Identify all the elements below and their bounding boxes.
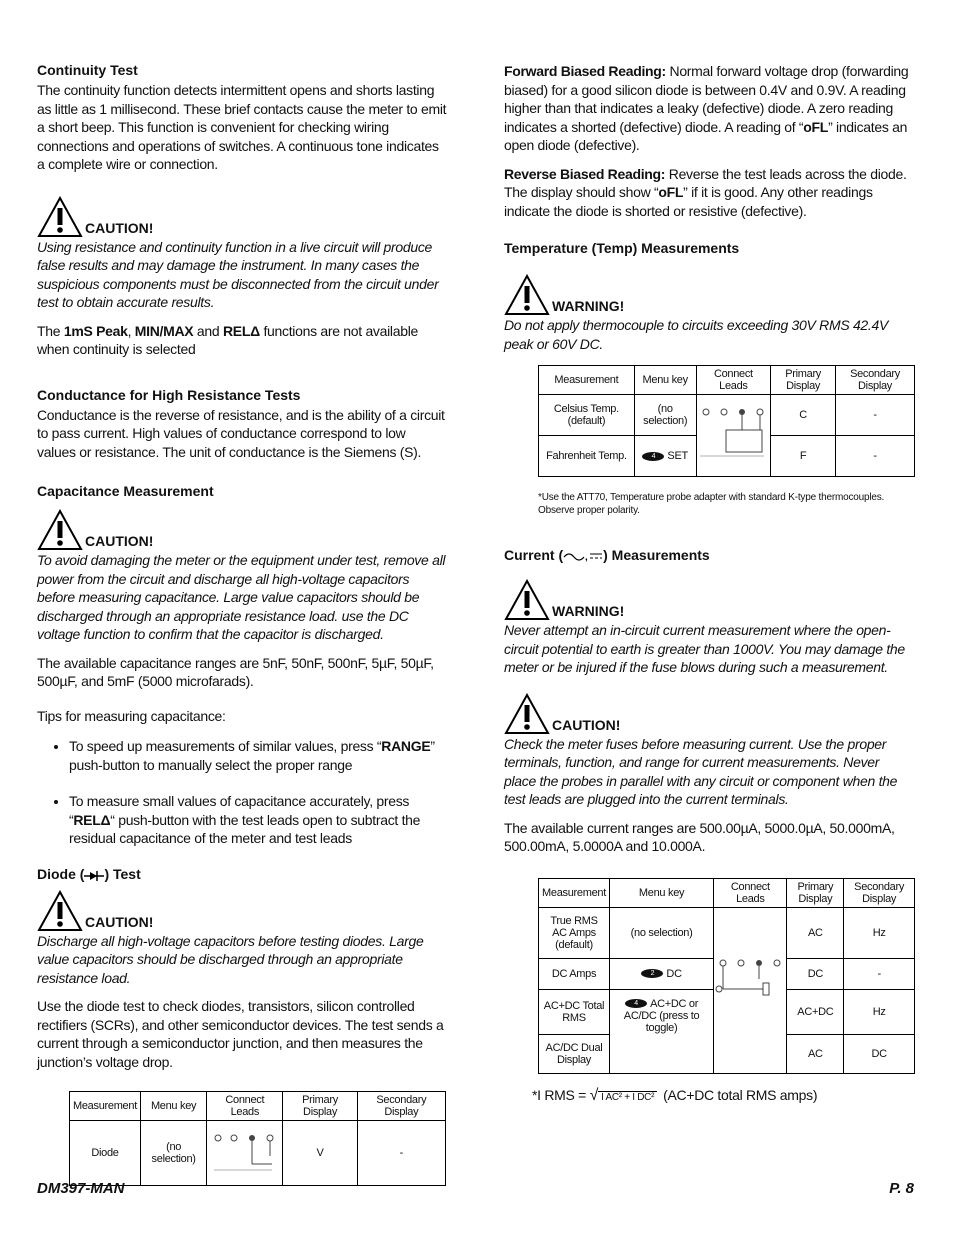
warning-label: WARNING! — [552, 603, 625, 619]
table-cell: AC — [787, 1034, 844, 1073]
table-header: Measurement — [70, 1092, 141, 1121]
table-header: Menu key — [140, 1092, 206, 1121]
tips-list — [37, 737, 447, 848]
caution-label: CAUTION! — [85, 219, 154, 236]
table-cell: - — [844, 958, 915, 989]
text: ) Test — [104, 865, 141, 882]
tips-heading: Tips for measuring capacitance: — [37, 707, 226, 724]
sqrt-icon: √ — [589, 1086, 599, 1104]
diode-symbol-icon — [84, 869, 104, 881]
warning-triangle-icon — [504, 579, 550, 621]
diode-body: Use the diode test to check diodes, transistors, silicon controlled rectifiers (SCRs), and other semiconductor devices. The test sends a current through a semiconductor junction, and then measures the junction’s voltage drop. — [37, 998, 444, 1070]
table-cell: AC+DC — [787, 989, 844, 1034]
caution-block — [37, 194, 447, 238]
temperature-title: Temperature (Temp) Measurements — [504, 240, 740, 256]
table-header-row — [539, 878, 915, 907]
warning-triangle-icon — [37, 890, 83, 932]
temperature-table — [538, 365, 915, 477]
table-cell: - — [836, 436, 915, 477]
table-header: Measurement — [539, 878, 610, 907]
table-header: Connect Leads — [207, 1092, 283, 1121]
table-cell: Fahrenheit Temp. — [539, 436, 635, 477]
footer-page-number: P. 8 — [889, 1180, 914, 1197]
table-cell — [634, 436, 696, 477]
table-header: Menu key — [610, 878, 714, 907]
diode-wiring-diagram-icon — [210, 1126, 280, 1178]
svg-text:,: , — [585, 552, 588, 563]
text: To speed up measurements of similar values, press “ — [69, 738, 382, 754]
warning-block — [504, 577, 914, 621]
warning-text: Do not apply thermocouple to circuits exceeding 30V RMS 42.4V peak or 60V DC. — [504, 317, 889, 352]
table-cell: F — [771, 436, 836, 477]
table-cell: Celsius Temp. (default) — [539, 395, 635, 436]
text: The — [37, 322, 64, 339]
caution-block — [37, 507, 447, 551]
text: Reverse the test leads across the diode. The display should show “ — [504, 165, 907, 200]
formula: I AC² + I DC² — [598, 1091, 657, 1103]
table-cell — [610, 958, 714, 989]
table-cell: (no selection) — [140, 1121, 206, 1186]
table-cell: - — [357, 1121, 445, 1186]
table-row — [70, 1121, 446, 1186]
caution-text: Using resistance and continuity function in a live circuit will produce false results and may damage the instrument. In many cases the suspicious components must be disconnected from the circuit under test to obtain accurate results. — [37, 238, 439, 310]
conductance-body: Conductance is the reverse of resistance, and is the ability of a circuit to pass current. High values of conductance correspond to low values or resistance. The unit of conductance is the Siemens (S). — [37, 406, 445, 460]
caution-block — [37, 888, 447, 932]
table-row — [539, 395, 915, 436]
table-header: Secondary Display — [357, 1092, 445, 1121]
warning-triangle-icon — [37, 196, 83, 238]
list-item — [69, 792, 447, 848]
table-cell: V — [283, 1121, 357, 1186]
current-title — [504, 547, 914, 563]
bold-text: RANGE — [381, 738, 431, 754]
text: , — [127, 322, 135, 339]
caution-text: Discharge all high-voltage capacitors before testing diodes. Large value capacitors should be discharged through an appropriate resistance load. — [37, 932, 424, 986]
table-cell: Hz — [844, 989, 915, 1034]
text: SET — [667, 450, 688, 462]
text: and — [193, 322, 223, 339]
ac-dc-symbol-icon — [563, 550, 603, 562]
text: AC+DC or AC/DC (press to toggle) — [623, 997, 700, 1034]
warning-triangle-icon — [504, 693, 550, 735]
connect-leads-diagram — [696, 395, 771, 477]
caution-label: CAUTION! — [85, 533, 154, 549]
conductance-title: Conductance for High Resistance Tests — [37, 386, 301, 403]
warning-triangle-icon — [504, 274, 550, 316]
capacitance-ranges: The available capacitance ranges are 5nF, 50nF, 500nF, 5µF, 50µF, 500µF, and 5mF (5000 microfarads). — [37, 654, 434, 689]
table-header: Primary Display — [771, 366, 836, 395]
text: Current ( — [504, 547, 564, 563]
table-header: Connect Leads — [714, 878, 787, 907]
text: ” indicates an open diode (defective). — [504, 118, 908, 153]
capacitance-title: Capacitance Measurement — [37, 483, 214, 499]
table-cell: AC — [787, 907, 844, 958]
text: To measure small values of capacitance accurately, press “ — [69, 793, 410, 828]
table-cell: (no selection) — [634, 395, 696, 436]
caution-text: To avoid damaging the meter or the equipment under test, remove all power from the circuit and discharge all high-voltage capacitors before measuring capacitance. Large value capacitors should be discharged through an appropriate resistance load. use the DC voltage function to confirm that the capacitor is discharged. — [37, 552, 446, 642]
caution-label: CAUTION! — [85, 913, 154, 930]
bold-text: RELΔ — [222, 322, 260, 339]
text: “ push-button with the test leads open to subtract the residual capacitance of the meter and test leads — [69, 811, 421, 846]
continuity-body: The continuity function detects intermittent opens and shorts lasting as little as 1 millisecond. These brief contacts cause the meter to emit a short beep. This function is convenient for checking wiring connections and operations of switches. A continuous tone indicates a complete wire or connection. — [37, 82, 447, 172]
warning-text: Never attempt an in-circuit current measurement where the open-circuit potential to earth is greater than 1000V. You may damage the meter or be injured if the fuse blows during such a measurement. — [504, 622, 905, 675]
not-available-note — [37, 322, 447, 359]
caution-text: Check the meter fuses before measuring current. Use the proper terminals, function, and range for current measurements. Never place the probes in parallel with any circuit or component when the test leads are plugged into the current terminals. — [504, 735, 898, 807]
text: (AC+DC total RMS amps) — [663, 1086, 818, 1103]
text: ” push-button to manually select the proper range — [69, 738, 435, 773]
table-cell: DC Amps — [539, 958, 610, 989]
continuity-section — [37, 62, 447, 174]
conductance-section — [37, 387, 447, 462]
current-table — [538, 878, 915, 1074]
bold-text: 1mS Peak — [63, 322, 128, 339]
table-header: Primary Display — [787, 878, 844, 907]
text: Normal forward voltage drop (forwarding biased) for a good silicon diode is between 0.4V and 0.9V. A reading higher than that indicates a leaky (defective) diode. A zero reading indicates a shorted (defective) diode. A reading of “ — [504, 63, 909, 135]
left-column — [37, 62, 447, 1186]
caution-label: CAUTION! — [552, 716, 621, 733]
table-cell: Hz — [844, 907, 915, 958]
table-header: Menu key — [634, 366, 696, 395]
table-cell: AC+DC Total RMS — [539, 989, 610, 1034]
right-column — [504, 62, 914, 1107]
rms-formula — [532, 1086, 914, 1108]
text: Diode ( — [37, 865, 85, 882]
connect-leads-diagram — [207, 1121, 283, 1186]
current-wiring-diagram-icon — [715, 949, 785, 1029]
table-cell: AC/DC Dual Display — [539, 1034, 610, 1073]
table-cell: (no selection) — [610, 907, 714, 958]
warning-triangle-icon — [37, 509, 83, 551]
table-header-row — [539, 366, 915, 395]
table-cell: DC — [787, 958, 844, 989]
text: functions are not available when continuity is selected — [37, 322, 419, 357]
menu-key-icon: 4 — [642, 452, 664, 461]
current-ranges: The available current ranges are 500.00µA, 5000.0µA, 50.000mA, 500.00mA, 5.0000A and 10.000A. — [504, 819, 895, 854]
text: *I RMS = — [532, 1086, 590, 1103]
text: ” if it is good. Any other readings indicate the diode is shorted or resistive (defective). — [504, 184, 873, 219]
table-header: Secondary Display — [836, 366, 915, 395]
table-cell: - — [836, 395, 915, 436]
caution-block — [504, 691, 914, 735]
menu-key-icon: 4 — [625, 999, 647, 1008]
warning-label: WARNING! — [552, 298, 625, 314]
table-cell: Diode — [70, 1121, 141, 1186]
bold-text: Reverse Biased Reading: — [504, 165, 666, 182]
table-header-row — [70, 1092, 446, 1121]
bold-text: oFL — [658, 184, 684, 200]
table-header: Measurement — [539, 366, 635, 395]
diode-title — [37, 866, 447, 882]
bold-text: Forward Biased Reading: — [504, 63, 666, 79]
table-header: Secondary Display — [844, 878, 915, 907]
bold-text: oFL — [803, 118, 829, 135]
table-cell — [610, 989, 714, 1073]
temperature-wiring-diagram-icon — [698, 398, 768, 470]
reverse-biased-reading — [504, 165, 914, 221]
text: ) Measurements — [603, 547, 710, 563]
forward-biased-reading — [504, 62, 914, 155]
table-row — [539, 907, 915, 958]
menu-key-icon: 2 — [641, 969, 663, 978]
list-item — [69, 737, 447, 774]
table-header: Primary Display — [283, 1092, 357, 1121]
table-cell: True RMS AC Amps (default) — [539, 907, 610, 958]
footer-manual-id: DM397-MAN — [37, 1180, 125, 1197]
table-cell: DC — [844, 1034, 915, 1073]
warning-block — [504, 272, 914, 316]
temperature-note: *Use the ATT70, Temperature probe adapter with standard K-type thermocouples. Observe proper polarity. — [538, 492, 885, 516]
bold-text: RELΔ — [73, 811, 111, 828]
table-cell: C — [771, 395, 836, 436]
text: DC — [666, 967, 682, 980]
continuity-title: Continuity Test — [37, 62, 138, 78]
table-header: Connect Leads — [696, 366, 771, 395]
diode-table — [69, 1091, 446, 1186]
connect-leads-diagram — [714, 907, 787, 1073]
bold-text: MIN/MAX — [134, 322, 194, 339]
